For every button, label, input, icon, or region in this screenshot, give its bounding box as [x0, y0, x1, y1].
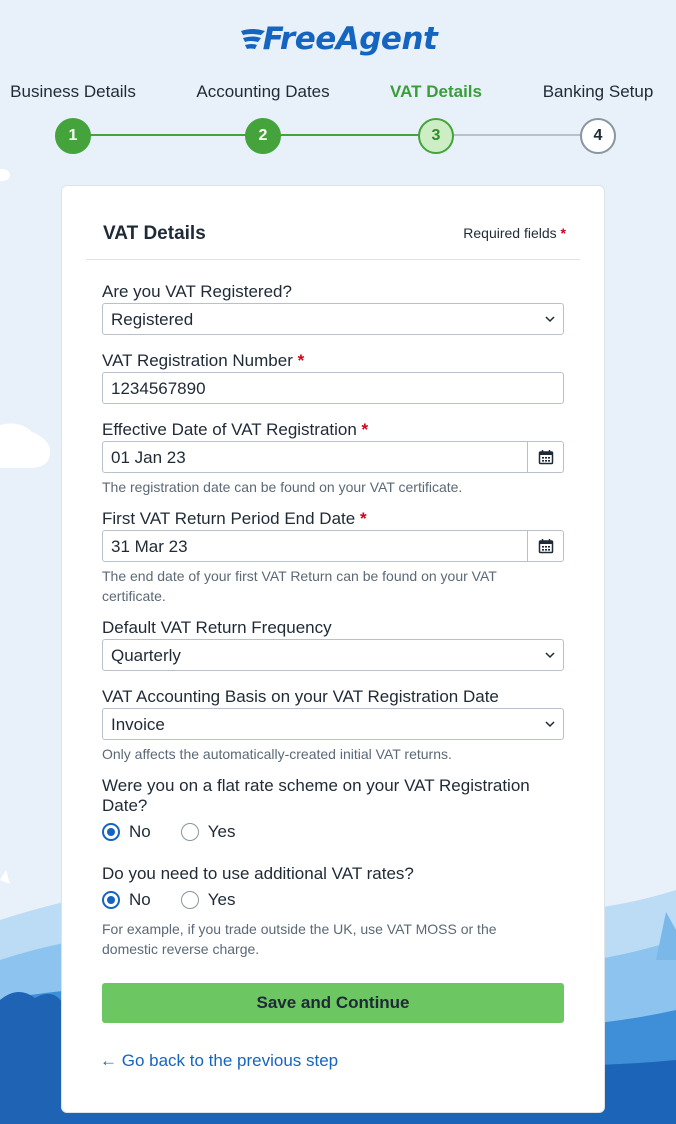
- radio-button-checked[interactable]: [102, 891, 120, 909]
- save-and-continue-button[interactable]: Save and Continue: [102, 983, 564, 1023]
- vat-number-label: [102, 351, 304, 371]
- step-circle-1[interactable]: 1: [55, 118, 91, 154]
- additional-rates-radio-group: [102, 890, 265, 910]
- vat-number-value: 1234567890: [111, 379, 206, 398]
- accounting-basis-select[interactable]: [102, 708, 564, 740]
- first-return-end-label: [102, 509, 367, 529]
- first-return-end-hint: The end date of your first VAT Return can be found on your VAT certificate.: [102, 568, 497, 604]
- radio-button-checked[interactable]: [102, 823, 120, 841]
- additional-rates-label: Do you need to use additional VAT rates?: [102, 864, 414, 883]
- back-to-previous-step-link[interactable]: ← Go back to the previous step: [100, 1051, 339, 1070]
- radio-button[interactable]: [181, 891, 199, 909]
- flat-rate-option-no[interactable]: [102, 822, 151, 842]
- progress-stepper: [0, 0, 676, 170]
- required-star: *: [361, 420, 369, 439]
- first-return-end-value: 31 Mar 23: [111, 537, 188, 556]
- step-connector: [263, 134, 436, 136]
- required-star: *: [560, 225, 566, 241]
- accounting-basis-hint: Only affects the automatically-created initial VAT returns.: [102, 746, 452, 762]
- vat-details-card: [61, 185, 605, 1113]
- effective-date-label-text: Effective Date of VAT Registration: [102, 420, 357, 439]
- effective-date-hint: The registration date can be found on your VAT certificate.: [102, 479, 463, 495]
- return-frequency-select[interactable]: [102, 639, 564, 671]
- radio-button[interactable]: [181, 823, 199, 841]
- effective-date-value: 01 Jan 23: [111, 448, 186, 467]
- date-picker-button[interactable]: [527, 531, 563, 561]
- flat-rate-label: Were you on a flat rate scheme on your VAT Registration Date?: [102, 776, 530, 815]
- radio-label: Yes: [207, 822, 236, 841]
- card-header: [86, 186, 580, 260]
- required-fields-text: Required fields: [463, 225, 557, 241]
- effective-date-label: [102, 420, 368, 440]
- step-connector: [436, 134, 598, 136]
- accounting-basis-value: Invoice: [111, 715, 165, 734]
- chevron-down-icon: [545, 651, 555, 659]
- vat-number-label-text: VAT Registration Number: [102, 351, 293, 370]
- calendar-icon: [538, 449, 554, 465]
- step-label-banking-setup: Banking Setup: [542, 82, 654, 101]
- accounting-basis-label: VAT Accounting Basis on your VAT Registration Date: [102, 687, 499, 706]
- chevron-down-icon: [545, 720, 555, 728]
- radio-label: No: [129, 890, 151, 909]
- vat-registered-value: Registered: [111, 310, 194, 329]
- flat-rate-option-yes[interactable]: [181, 822, 236, 842]
- card-title: VAT Details: [103, 223, 206, 244]
- flat-rate-radio-group: [102, 822, 265, 842]
- effective-date-input[interactable]: [102, 441, 564, 473]
- additional-rates-hint: For example, if you trade outside the UK, use VAT MOSS or the domestic reverse charge.: [102, 921, 497, 957]
- required-fields-note: [463, 225, 566, 241]
- return-frequency-label: Default VAT Return Frequency: [102, 618, 332, 637]
- required-star: *: [297, 351, 305, 370]
- radio-label: No: [129, 822, 151, 841]
- vat-registered-select[interactable]: [102, 303, 564, 335]
- calendar-icon: [538, 538, 554, 554]
- vat-number-input[interactable]: [102, 372, 564, 404]
- step-circle-3: 3: [418, 118, 454, 154]
- logo-text: FreeAgent: [262, 21, 438, 57]
- step-label-business-details[interactable]: Business Details: [10, 82, 136, 101]
- date-picker-button[interactable]: [527, 442, 563, 472]
- step-connector: [73, 134, 263, 136]
- additional-rates-option-yes[interactable]: [181, 890, 236, 910]
- step-circle-4: 4: [580, 118, 616, 154]
- vat-registered-label: Are you VAT Registered?: [102, 282, 292, 301]
- additional-rates-option-no[interactable]: [102, 890, 151, 910]
- first-return-end-label-text: First VAT Return Period End Date: [102, 509, 356, 528]
- step-label-vat-details: VAT Details: [390, 82, 482, 101]
- step-circle-2[interactable]: 2: [245, 118, 281, 154]
- first-return-end-input[interactable]: [102, 530, 564, 562]
- step-label-accounting-dates[interactable]: Accounting Dates: [196, 82, 330, 101]
- required-star: *: [359, 509, 367, 528]
- radio-label: Yes: [207, 890, 236, 909]
- chevron-down-icon: [545, 315, 555, 323]
- return-frequency-value: Quarterly: [111, 646, 181, 665]
